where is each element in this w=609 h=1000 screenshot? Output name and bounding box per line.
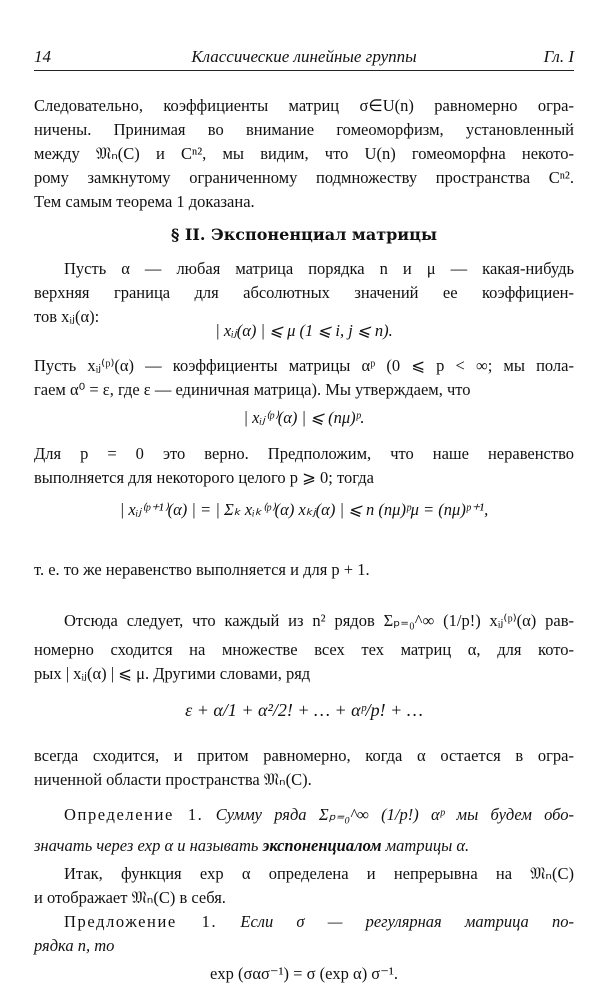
proposition-text: рядка n, то xyxy=(34,936,115,955)
formula-induction-step: | xᵢⱼ⁽ᵖ⁺¹⁾(α) | = | Σₖ xᵢₖ⁽ᵖ⁾(α) xₖⱼ(α) | ⩽ n (nμ)ᵖμ = (nμ)ᵖ⁺¹, xyxy=(119,500,489,519)
definition-line xyxy=(34,796,574,834)
definition-term: экспоненциалом xyxy=(262,836,382,855)
paragraph-series-convergence xyxy=(34,604,574,686)
text-line: всегда сходится, и притом равномерно, когда α остается в огра- xyxy=(34,746,574,765)
text-line: ниченной области пространства 𝔐ₙ(C). xyxy=(34,770,312,789)
text-line: номерно сходится на множестве всех тех матриц α, для кото- xyxy=(34,640,574,659)
definition-text: значать через exp α и называть xyxy=(34,836,263,855)
formula-bound: | xᵢⱼ(α) | ⩽ μ (1 ⩽ i, j ⩽ n). xyxy=(215,321,393,340)
formula-exponential-series: ε + α/1 + α²/2! + … + αᵖ/p! + … xyxy=(185,700,423,720)
proposition-label: Предложение 1. xyxy=(64,912,218,931)
paragraph-power-coefficients xyxy=(34,354,574,402)
text-line: рых | xᵢⱼ(α) | ⩽ μ. Другими словами, ряд xyxy=(34,664,311,683)
formula-power-bound: | xᵢⱼ⁽ᵖ⁾(α) | ⩽ (nμ)ᵖ. xyxy=(243,408,365,427)
definition-line xyxy=(34,834,574,858)
definition-label: Определение 1. xyxy=(64,805,204,824)
text-line: Пусть α — любая матрица порядка n и μ — какая-нибудь xyxy=(64,259,574,278)
text-line: выполняется для некоторого целого p ⩾ 0; тогда xyxy=(34,468,374,487)
paragraph-proof-end xyxy=(34,94,574,214)
definition-text: Сумму ряда Σₚ₌₀^∞ (1/p!) αᵖ мы будем обо- xyxy=(215,805,575,824)
text-line: гаем α⁰ = ε, где ε — единичная матрица). Мы утверждаем, что xyxy=(34,380,471,399)
definition-block xyxy=(34,796,574,858)
proposition-line xyxy=(34,910,574,934)
text-line: т. е. то же неравенство выполняется и для p + 1. xyxy=(34,560,370,579)
text-line: тов xᵢⱼ(α): xyxy=(34,307,100,326)
text-line: и отображает 𝔐ₙ(C) в себя. xyxy=(34,888,226,907)
running-header xyxy=(34,44,574,71)
text-line: рому замкнутому ограниченному подмножеству пространства Cⁿ². xyxy=(34,168,574,187)
formula-conjugation: exp (σασ⁻¹) = σ (exp α) σ⁻¹. xyxy=(210,964,398,983)
text-line: ничены. Принимая во внимание гомеоморфизм, установленный xyxy=(34,120,574,139)
paragraph-exp-continuity xyxy=(34,862,574,910)
text-line: Следовательно, коэффициенты матриц σ∈U(n) равномерно огра- xyxy=(34,96,574,115)
proposition-text: Если σ — регулярная матрица по- xyxy=(240,912,574,931)
text-line: Для p = 0 это верно. Предположим, что наше неравенство xyxy=(34,444,574,463)
text-line: Тем самым теорема 1 доказана. xyxy=(34,192,255,211)
chapter-label: Гл. I xyxy=(543,47,574,66)
text-line: Итак, функция exp α определена и непрерывна на 𝔐ₙ(C) xyxy=(64,864,574,883)
text-line: между 𝔐ₙ(C) и Cⁿ², мы видим, что U(n) гомеоморфна некото- xyxy=(34,144,574,163)
definition-text: матрицы α. xyxy=(381,836,470,855)
text-line: Отсюда следует, что каждый из n² рядов Σₚ₌₀^∞ (1/p!) xᵢⱼ⁽ᵖ⁾(α) рав- xyxy=(64,611,574,630)
page-number: 14 xyxy=(34,47,51,66)
text-line: Пусть xᵢⱼ⁽ᵖ⁾(α) — коэффициенты матрицы αᵖ (0 ⩽ p < ∞; мы пола- xyxy=(34,356,574,375)
paragraph-conclusion xyxy=(34,558,574,582)
proposition-block xyxy=(34,910,574,958)
paragraph-induction xyxy=(34,442,574,490)
section-heading: § II. Экспоненциал матрицы xyxy=(170,225,438,244)
paragraph-uniform-convergence xyxy=(34,744,574,792)
text-line: верхняя граница для абсолютных значений ее коэффициен- xyxy=(34,283,574,302)
running-title: Классические линейные группы xyxy=(191,47,417,66)
book-page xyxy=(34,44,575,983)
paragraph-definition-mu xyxy=(34,257,574,329)
